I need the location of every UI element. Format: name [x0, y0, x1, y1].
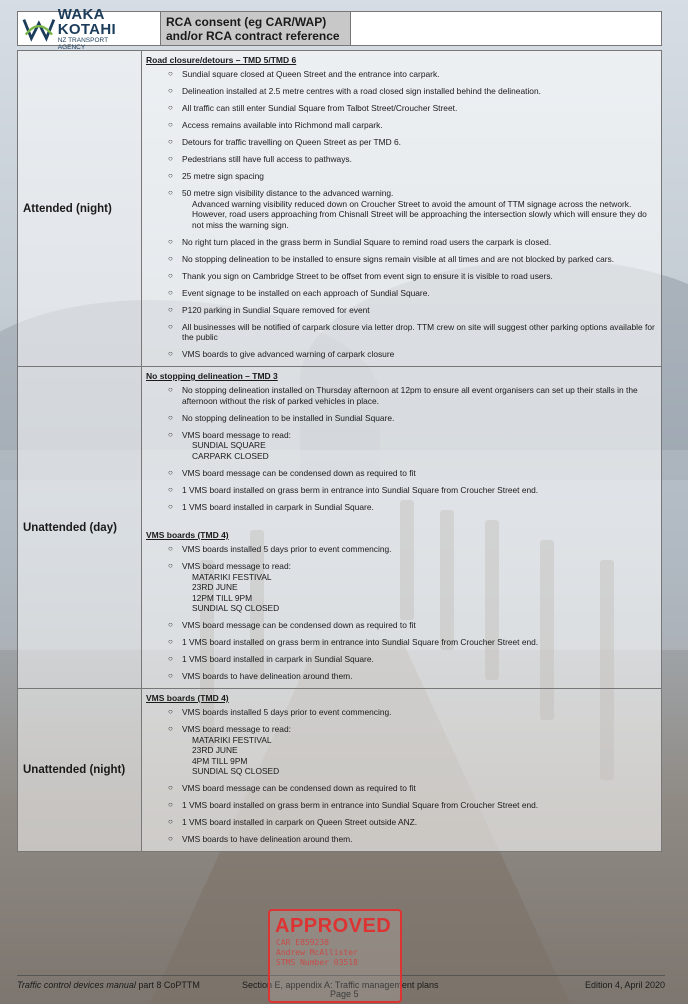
list-item-text: VMS boards installed 5 days prior to event commencing. — [182, 707, 392, 717]
list-item-text: No stopping delineation to be installed in Sundial Square. — [182, 412, 395, 423]
list-item-text: Event signage to be installed on each approach of Sundial Square. — [182, 287, 430, 298]
footer-section: Section E, appendix A: Traffic management plans — [242, 980, 439, 990]
logo-mark-icon — [22, 15, 56, 43]
list-item — [146, 783, 657, 794]
bullet-list — [146, 385, 657, 512]
list-item — [146, 120, 657, 131]
list-item-text: No right turn placed in the grass berm in Sundial Square to remind road users the carpark is closed. — [182, 236, 552, 247]
logo-sub-2: AGENCY — [57, 43, 86, 51]
footer-edition: Edition 4, April 2020 — [584, 980, 665, 990]
list-item-text: VMS boards to have delineation around them. — [182, 671, 353, 681]
table-row — [18, 689, 662, 852]
list-item — [146, 834, 657, 845]
waka-kotahi-logo — [17, 5, 161, 51]
list-item — [146, 637, 657, 648]
list-item — [146, 188, 657, 230]
list-item-text: 1 VMS board installed in carpark in Sundial Square. — [182, 654, 374, 664]
footer-manual-title: Traffic control devices manual — [17, 980, 136, 990]
list-item-text: 1 VMS board installed in carpark in Sundial Square. — [182, 501, 374, 512]
list-item-text: No stopping delineation installed on Thursday afternoon at 12pm to ensure all event organisers can set up their stalls in the afternoon without the risk of parked vehicles in place. — [182, 385, 638, 406]
list-item — [146, 800, 657, 811]
list-item-subline: MATARIKI FESTIVAL — [192, 734, 272, 745]
list-item — [146, 430, 657, 462]
list-item — [146, 305, 657, 316]
list-item-text: VMS board message can be condensed down as required to fit — [182, 620, 416, 630]
table-row — [18, 51, 662, 367]
footer-manual — [17, 980, 242, 990]
header-title-line-1: RCA consent (eg CAR/WAP) — [166, 15, 327, 29]
table-row — [18, 367, 662, 689]
list-item-text: 25 metre sign spacing — [182, 171, 264, 181]
list-item — [146, 103, 657, 114]
list-item-text: Delineation installed at 2.5 metre centres with a road closed sign installed behind the delineation. — [182, 86, 541, 96]
list-item — [146, 322, 657, 343]
list-item-text: Sundial square closed at Queen Street and the entrance into carpark. — [182, 69, 440, 79]
list-item-text: Access remains available into Richmond mall carpark. — [182, 120, 383, 130]
list-item-subline: 4PM TILL 9PM — [192, 755, 248, 766]
list-item — [146, 561, 657, 614]
section-title: VMS boards (TMD 4) — [146, 530, 229, 540]
list-item-subline: Advanced warning visibility reduced down on Croucher Street to avoid the amount of TTM signage across the network. However, road users approaching from Chisnall Street will be approaching the intersection slowly which will ensure they do not miss the warning sign. — [192, 198, 647, 230]
header-title-line-2: and/or RCA contract reference — [166, 29, 340, 43]
list-item-text: Thank you sign on Cambridge Street to be offset from event sign to ensure it is visible to road users. — [182, 270, 553, 281]
list-item-subline: 23RD JUNE — [192, 582, 238, 592]
list-item — [146, 237, 657, 248]
list-item — [146, 671, 657, 682]
list-item — [146, 502, 657, 513]
list-item — [146, 154, 657, 165]
list-item — [146, 413, 657, 424]
list-item — [146, 69, 657, 80]
list-item — [146, 817, 657, 828]
list-item — [146, 349, 657, 360]
document-header — [17, 5, 662, 51]
list-item — [146, 724, 657, 777]
list-item — [146, 620, 657, 631]
bullet-list — [146, 69, 657, 360]
list-item-text: VMS board message can be condensed down as required to fit — [182, 467, 416, 478]
list-item-text: VMS board message to read: — [182, 429, 291, 440]
list-item — [146, 271, 657, 282]
list-item — [146, 544, 657, 555]
list-item-text: VMS board message can be condensed down as required to fit — [182, 783, 416, 793]
list-item-text: 1 VMS board installed on grass berm in entrance into Sundial Square from Croucher Street end. — [182, 800, 539, 810]
row-content — [142, 51, 662, 367]
row-content — [142, 689, 662, 852]
stamp-line-1: CAR E859238 — [276, 938, 329, 947]
logo-sub-1: NZ TRANSPORT — [57, 36, 109, 44]
list-item-subline: MATARIKI FESTIVAL — [192, 571, 272, 582]
list-item-text: 1 VMS board installed on grass berm in entrance into Sundial Square from Croucher Street end. — [182, 484, 539, 495]
list-item — [146, 654, 657, 665]
list-item-text: All traffic can still enter Sundial Square from Talbot Street/Croucher Street. — [182, 103, 458, 113]
bullet-list — [146, 707, 657, 845]
list-item-text: P120 parking in Sundial Square removed for event — [182, 304, 370, 315]
stamp-line-2: Andrew McAllister — [276, 948, 358, 957]
list-item-subline: CARPARK CLOSED — [192, 450, 269, 461]
list-item — [146, 137, 657, 148]
section-title: VMS boards (TMD 4) — [146, 693, 229, 703]
section-title: No stopping delineation – TMD 3 — [146, 371, 278, 381]
list-item-subline: 23RD JUNE — [192, 745, 238, 755]
list-item — [146, 468, 657, 479]
list-item-text: VMS boards installed 5 days prior to event commencing. — [182, 544, 392, 554]
list-item-text: 1 VMS board installed on grass berm in entrance into Sundial Square from Croucher Street end. — [182, 637, 539, 647]
list-item-subline: 12PM TILL 9PM — [192, 592, 253, 603]
list-item — [146, 707, 657, 718]
list-item-subline: SUNDIAL SQ CLOSED — [192, 603, 280, 613]
header-reference-field — [351, 11, 662, 46]
approved-stamp — [268, 909, 402, 1003]
list-item-text: Pedestrians still have full access to pathways. — [182, 154, 352, 164]
section-title: Road closure/detours – TMD 5/TMD 6 — [146, 55, 297, 65]
row-label: Unattended (night) — [18, 689, 142, 852]
tmp-table — [17, 50, 662, 852]
list-item-text: VMS board message to read: — [182, 724, 291, 734]
list-item-text: VMS board message to read: — [182, 561, 291, 571]
list-item-subline: SUNDIAL SQUARE — [192, 440, 266, 450]
list-item-text: VMS boards to have delineation around them. — [182, 834, 353, 844]
list-item — [146, 485, 657, 496]
stamp-line-3: STMS Number 03518 — [276, 958, 358, 967]
list-item — [146, 86, 657, 97]
stamp-title: APPROVED — [275, 915, 392, 937]
list-item — [146, 254, 657, 265]
list-item — [146, 288, 657, 299]
header-title — [161, 11, 351, 46]
list-item-text: VMS boards to give advanced warning of carpark closure — [182, 349, 395, 359]
logo-title: WAKA KOTAHI — [57, 5, 116, 38]
row-label: Unattended (day) — [18, 367, 142, 689]
footer-manual-part: part 8 CoPTTM — [135, 980, 200, 990]
bullet-list — [146, 544, 657, 682]
list-item-text: 1 VMS board installed in carpark on Queen Street outside ANZ. — [182, 817, 418, 827]
row-label: Attended (night) — [18, 51, 142, 367]
list-item — [146, 171, 657, 182]
list-item-text: Detours for traffic travelling on Queen Street as per TMD 6. — [182, 137, 401, 147]
list-item-text: All businesses will be notified of carpark closure via letter drop. TTM crew on site will suggest other parking options available for the public — [182, 321, 655, 342]
list-item-text: No stopping delineation to be installed to ensure signs remain visible at all times and are not blocked by parked cars. — [182, 253, 615, 264]
page-number: Page 5 — [330, 989, 359, 999]
list-item-subline: SUNDIAL SQ CLOSED — [192, 766, 280, 776]
list-item-text: 50 metre sign visibility distance to the advanced warning. — [182, 188, 394, 198]
list-item — [146, 385, 657, 406]
row-content — [142, 367, 662, 689]
